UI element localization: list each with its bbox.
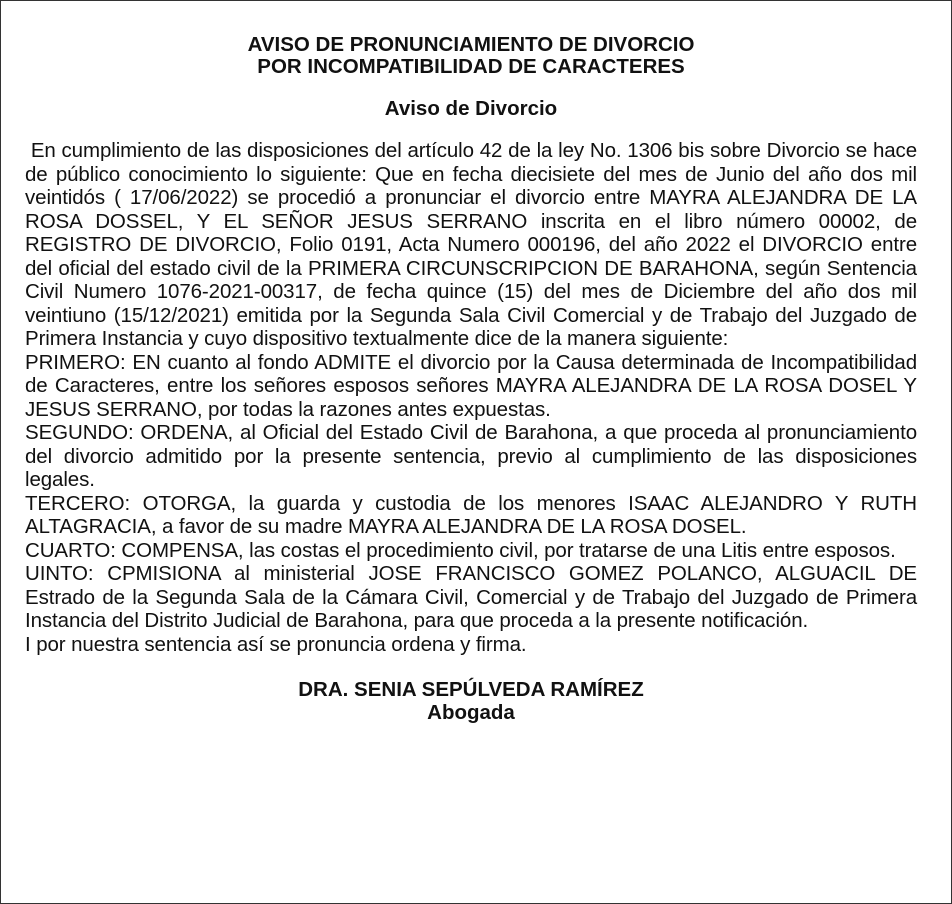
- signer-name: DRA. SENIA SEPÚLVEDA RAMÍREZ: [298, 678, 644, 701]
- quinto-paragraph: UINTO: CPMISIONA al ministerial JOSE FRANCISCO GOMEZ POLANCO, ALGUACIL DE Estrado de la Segunda Sala de la Cámara Civil, Comercial y de Trabajo del Juzgado de Primera Instancia del Distrito Judicial de Barahona, para que proceda a la presente notificación.: [25, 562, 917, 632]
- tercero-paragraph: TERCERO: OTORGA, la guarda y custodia de los menores ISAAC ALEJANDRO Y RUTH ALTAGRACIA, a favor de su madre MAYRA ALEJANDRA DE LA ROSA DOSEL.: [25, 491, 917, 538]
- cuarto-paragraph: CUARTO: COMPENSA, las costas el procedimiento civil, por tratarse de una Litis entre esposos.: [25, 538, 896, 562]
- notice-body: [25, 139, 923, 656]
- closing-paragraph: I por nuestra sentencia así se pronuncia ordena y firma.: [25, 632, 527, 656]
- intro-paragraph: En cumplimiento de las disposiciones del artículo 42 de la ley No. 1306 bis sobre Divorcio se hace de público conocimiento lo siguiente: Que en fecha diecisiete del mes de Junio del año dos mil veintidós ( 17/06/2022) se procedió a pronunciar el divorcio entre MAYRA ALEJANDRA DE LA ROSA DOSSEL, Y EL SEÑOR JESUS SERRANO inscrita en el libro número 00002, de REGISTRO DE DIVORCIO, Folio 0191, Acta Numero 000196, del año 2022 el DIVORCIO entre del oficial del estado civil de la PRIMERA CIRCUNSCRIPCION DE BARAHONA, según Sentencia Civil Numero 1076-2021-00317, de fecha quince (15) del mes de Diciembre del año dos mil veintiuno (15/12/2021) emitida por la Segunda Sala Civil Comercial y de Trabajo del Juzgado de Primera Instancia y cuyo dispositivo textualmente dice de la manera siguiente:: [25, 139, 923, 350]
- notice-subtitle: Aviso de Divorcio: [384, 97, 558, 120]
- primero-paragraph: PRIMERO: EN cuanto al fondo ADMITE el divorcio por la Causa determinada de Incompatibilidad de Caracteres, entre los señores esposos señores MAYRA ALEJANDRA DE LA ROSA DOSEL Y JESUS SERRANO, por todas la razones antes expuestas.: [25, 350, 917, 421]
- notice-content: [25, 33, 923, 724]
- signature-block: [25, 678, 917, 724]
- notice-title: [25, 34, 917, 78]
- notice-title-line1: AVISO DE PRONUNCIAMIENTO DE DIVORCIO: [247, 33, 695, 56]
- notice-title-line2: POR INCOMPATIBILIDAD DE CARACTERES: [257, 55, 685, 78]
- signer-role: Abogada: [427, 701, 515, 724]
- segundo-paragraph: SEGUNDO: ORDENA, al Oficial del Estado Civil de Barahona, a que proceda al pronunciamiento del divorcio admitido por la presente sentencia, previo al cumplimiento de las disposiciones legales.: [25, 421, 917, 491]
